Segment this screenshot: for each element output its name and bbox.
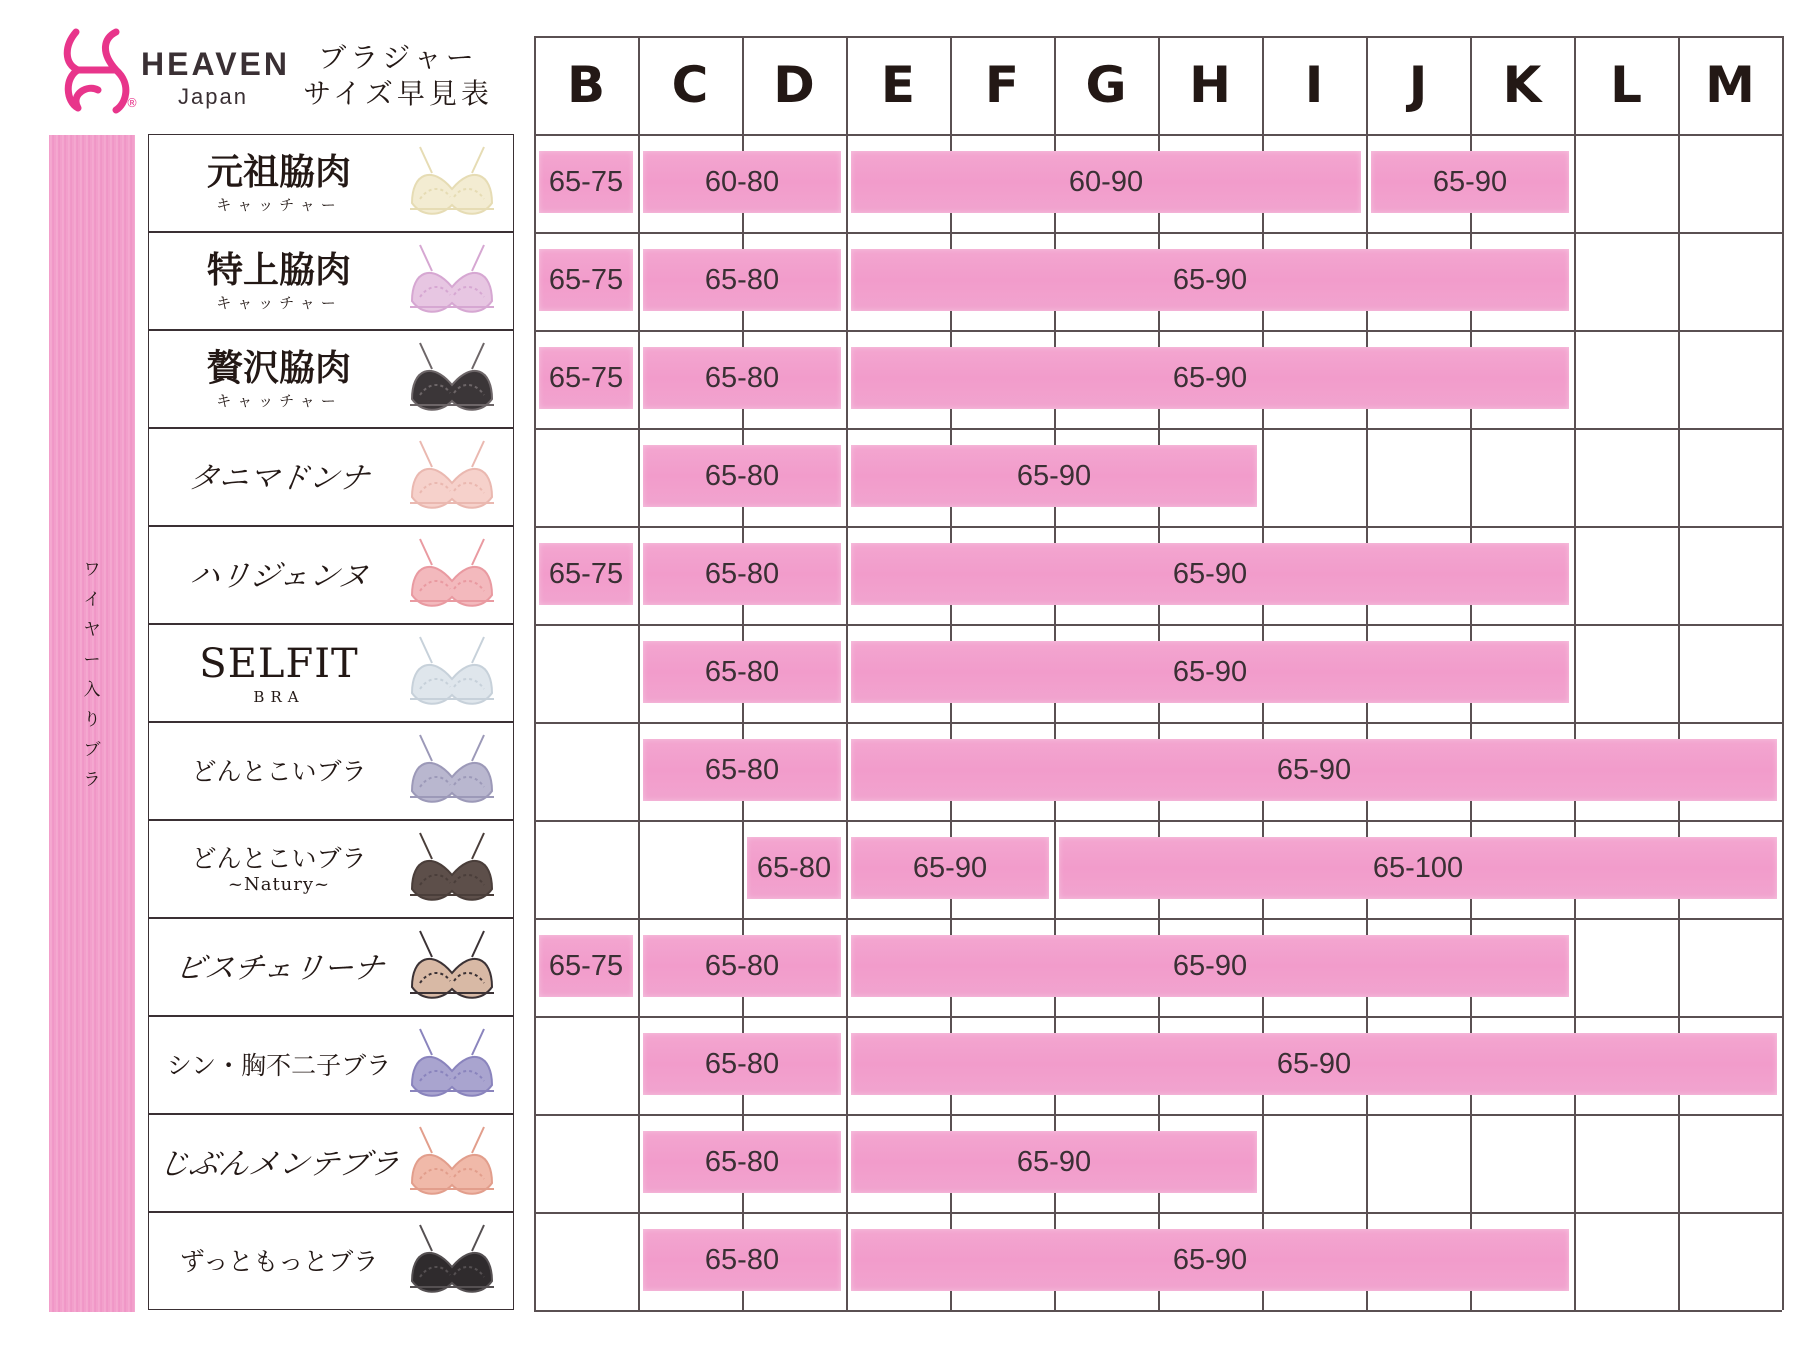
product-name: 元祖脇肉	[206, 151, 351, 193]
product-name-block	[159, 625, 399, 723]
product-subname: キャッチャー	[216, 294, 342, 313]
product-row	[148, 722, 514, 820]
product-row	[148, 1016, 514, 1114]
grid-line-col	[1574, 36, 1576, 1310]
bra-image-icon	[402, 241, 502, 323]
product-subname: BRA	[253, 688, 305, 706]
chart-title	[298, 40, 498, 112]
size-bar: 65-90	[851, 1131, 1257, 1193]
size-bar: 65-80	[643, 935, 841, 997]
bra-image-icon	[402, 437, 502, 519]
product-name: じぶんメンテブラ	[156, 1146, 402, 1182]
product-name: ずっともっとブラ	[179, 1247, 379, 1277]
category-char: ワ	[83, 560, 101, 580]
cup-header-i: I	[1304, 56, 1324, 114]
grid-line-col	[638, 36, 640, 1310]
cup-header-m: M	[1705, 56, 1755, 114]
size-bar: 65-80	[747, 837, 841, 899]
size-bar: 65-90	[851, 837, 1049, 899]
size-bar: 65-80	[643, 249, 841, 311]
bra-image-icon	[402, 829, 502, 911]
cup-header-e: E	[880, 56, 916, 114]
size-bar: 65-75	[539, 935, 633, 997]
size-bar: 60-80	[643, 151, 841, 213]
registered-mark: ®	[126, 96, 138, 110]
cup-header-j: J	[1408, 56, 1428, 114]
category-char: ー	[83, 650, 101, 670]
grid-line-col	[846, 36, 848, 1310]
product-row	[148, 624, 514, 722]
category-char: ブ	[83, 740, 101, 760]
grid-line-col	[1782, 36, 1784, 1310]
size-bar: 65-90	[851, 935, 1569, 997]
size-bar: 65-80	[643, 739, 841, 801]
product-name-block	[159, 527, 399, 625]
product-name: ビスチェリーナ	[172, 950, 386, 986]
product-subname: ~Natury~	[227, 874, 331, 896]
cup-header-f: F	[984, 56, 1020, 114]
product-name-block	[159, 331, 399, 429]
size-bar: 65-80	[643, 1131, 841, 1193]
product-row	[148, 232, 514, 330]
product-name-block	[159, 429, 399, 527]
chart-title-line2: サイズ早見表	[303, 77, 493, 110]
product-name: どんとこいブラ	[191, 757, 367, 787]
product-name-block	[159, 1017, 399, 1115]
size-bar: 65-80	[643, 1229, 841, 1291]
heaven-logo-icon	[62, 24, 132, 114]
size-bar: 65-90	[851, 347, 1569, 409]
category-char: ヤ	[83, 620, 101, 640]
size-bar: 60-90	[851, 151, 1361, 213]
size-bar: 65-90	[851, 445, 1257, 507]
bra-image-icon	[402, 143, 502, 225]
product-row	[148, 526, 514, 624]
size-bar: 65-80	[643, 347, 841, 409]
category-char: 入	[83, 680, 101, 700]
size-bar: 65-80	[643, 641, 841, 703]
product-name-block	[159, 919, 399, 1017]
size-bar: 65-75	[539, 347, 633, 409]
product-name: 特上脇肉	[206, 249, 351, 291]
product-name-block	[156, 1115, 402, 1213]
size-bar: 65-90	[851, 1033, 1777, 1095]
product-row	[148, 330, 514, 428]
category-char: イ	[83, 590, 101, 610]
brand-sub: Japan	[178, 84, 248, 109]
brand-name: HEAVEN	[141, 46, 290, 82]
product-name: どんとこいブラ	[191, 843, 367, 873]
size-bar: 65-80	[643, 1033, 841, 1095]
bra-image-icon	[402, 1025, 502, 1107]
product-subname: キャッチャー	[216, 392, 342, 411]
bra-image-icon	[402, 535, 502, 617]
cup-header-h: H	[1189, 56, 1231, 114]
product-name-block	[159, 821, 399, 919]
bra-image-icon	[402, 731, 502, 813]
product-row	[148, 1212, 514, 1310]
size-bar: 65-90	[851, 1229, 1569, 1291]
cup-header-b: B	[566, 56, 606, 114]
cup-header-d: D	[773, 56, 815, 114]
size-bar: 65-90	[851, 543, 1569, 605]
size-bar: 65-90	[1371, 151, 1569, 213]
product-name-block	[159, 135, 399, 233]
product-name: SELFIT	[199, 641, 359, 687]
product-name-block	[159, 1213, 399, 1311]
product-name: シン・胸不二子ブラ	[166, 1051, 392, 1081]
size-bar: 65-90	[851, 641, 1569, 703]
size-bar: 65-75	[539, 543, 633, 605]
product-row	[148, 428, 514, 526]
bra-image-icon	[402, 927, 502, 1009]
grid-line-row	[534, 1310, 1782, 1312]
size-bar: 65-75	[539, 249, 633, 311]
product-row	[148, 1114, 514, 1212]
product-name: タニマドンナ	[186, 460, 372, 496]
size-bar: 65-100	[1059, 837, 1777, 899]
size-bar: 65-80	[643, 543, 841, 605]
size-bar: 65-75	[539, 151, 633, 213]
product-name: 贅沢脇肉	[206, 347, 351, 389]
product-name: ハリジェンヌ	[187, 558, 371, 594]
bra-image-icon	[402, 1123, 502, 1205]
size-bar: 65-90	[851, 249, 1569, 311]
bra-image-icon	[402, 1221, 502, 1303]
size-bar: 65-80	[643, 445, 841, 507]
product-row	[148, 820, 514, 918]
cup-header-l: L	[1610, 56, 1642, 114]
bra-image-icon	[402, 633, 502, 715]
cup-header-c: C	[671, 56, 709, 114]
chart-title-line1: ブラジャー	[318, 41, 478, 74]
category-char: ラ	[83, 770, 101, 790]
grid-line-col	[1678, 36, 1680, 1310]
product-row	[148, 918, 514, 1016]
product-row	[148, 134, 514, 232]
bra-image-icon	[402, 339, 502, 421]
product-subname: キャッチャー	[216, 196, 342, 215]
category-char: り	[83, 710, 101, 730]
category-label	[49, 555, 135, 795]
grid-line-col	[534, 36, 536, 1310]
product-name-block	[159, 723, 399, 821]
cup-header-g: G	[1085, 56, 1127, 114]
size-bar: 65-90	[851, 739, 1777, 801]
cup-header-k: K	[1502, 56, 1542, 114]
product-name-block	[159, 233, 399, 331]
